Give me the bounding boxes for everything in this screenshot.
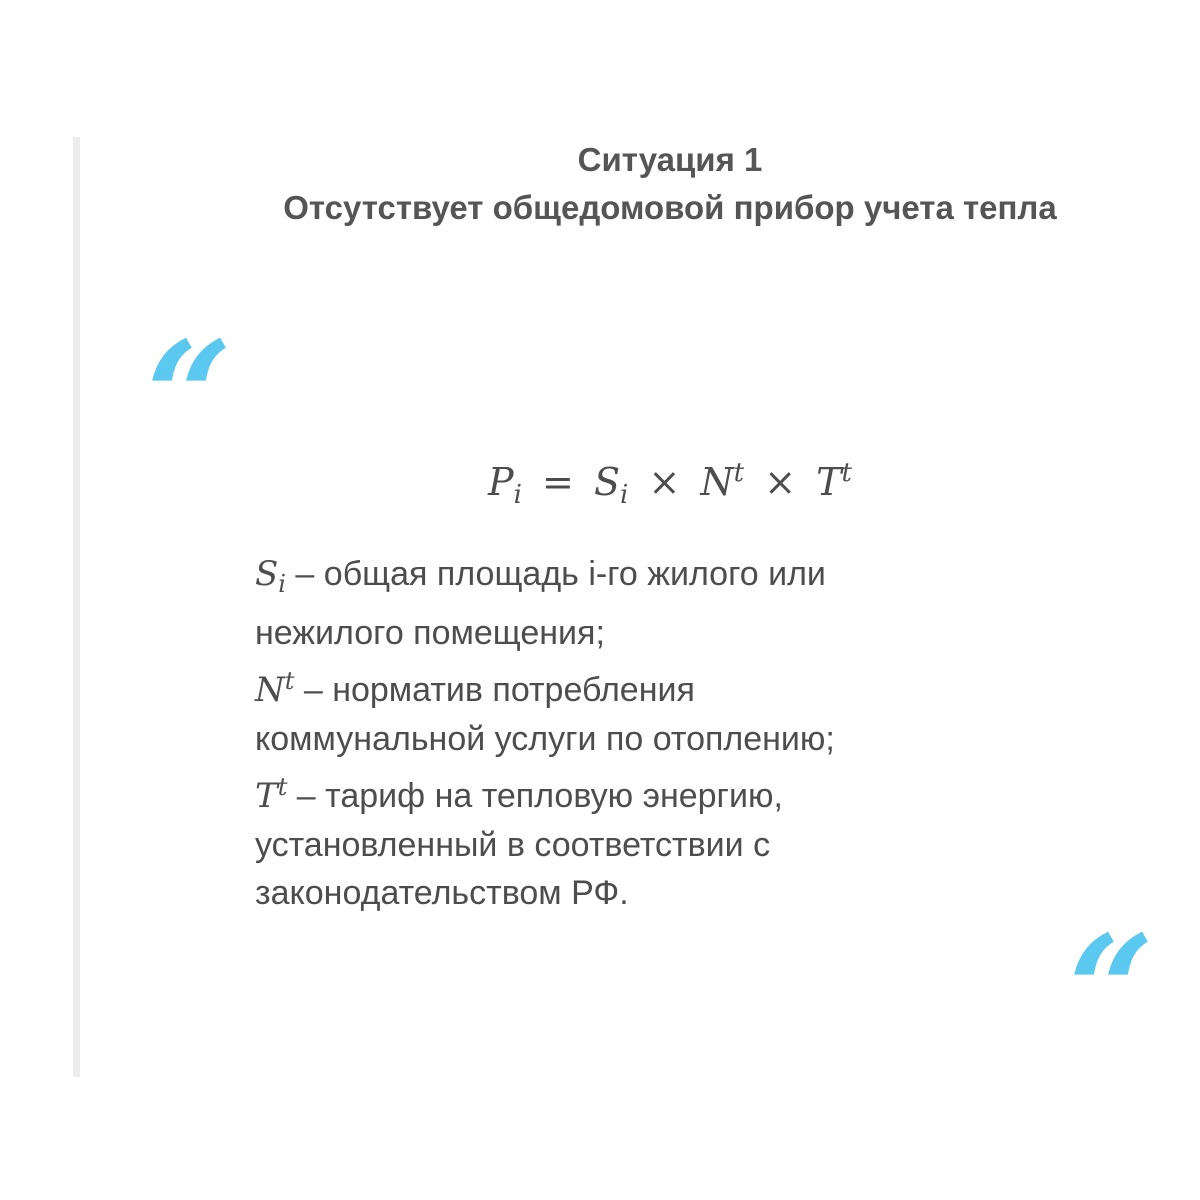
- definition-s-line-2: нежилого помещения;: [255, 613, 605, 652]
- formula-n-sup: t: [733, 458, 745, 488]
- definition-s-line-1: [255, 550, 1075, 609]
- definition-t-sup: t: [277, 773, 288, 801]
- left-accent-bar: [73, 137, 80, 1077]
- definition-n-sup: t: [284, 667, 295, 695]
- close-quote-icon: “: [1068, 903, 1155, 1079]
- heading-title: Ситуация 1: [577, 141, 763, 178]
- formula: [250, 448, 1090, 520]
- formula-t: T: [816, 460, 842, 504]
- formula-times-2: ×: [764, 460, 797, 504]
- definition-n-line-1: [255, 657, 1075, 715]
- formula-times-1: ×: [648, 460, 681, 504]
- formula-p: P: [488, 460, 514, 504]
- definition-n-text: – норматив потребления: [294, 671, 695, 709]
- open-quote-icon: “: [146, 309, 233, 485]
- formula-s: S: [593, 460, 621, 504]
- formula-n: N: [700, 460, 734, 504]
- formula-s-sub: i: [620, 480, 629, 510]
- heading-subtitle: Отсутствует общедомовой прибор учета тепла: [283, 189, 1057, 226]
- definition-t-line-1: [255, 763, 1075, 821]
- definition-s-text: – общая площадь i-го жилого или: [285, 555, 826, 593]
- formula-p-sub: i: [513, 480, 522, 510]
- definition-s-symbol: [255, 554, 286, 598]
- definition-t-symbol: [255, 773, 288, 816]
- definitions: [255, 550, 1075, 918]
- page-heading: [250, 136, 1090, 232]
- definition-t-line-3: законодательством РФ.: [255, 874, 629, 912]
- definition-s-base: S: [255, 554, 279, 594]
- definition-n-symbol: [255, 667, 295, 710]
- definition-t-line-2: установленный в соответствии с: [255, 825, 771, 864]
- definition-t-base: T: [255, 776, 278, 816]
- formula-equals: =: [542, 460, 574, 504]
- definition-n-line-2: коммунальной услуги по отоплению;: [255, 719, 835, 758]
- formula-t-sup: t: [841, 458, 852, 488]
- definition-t-text: – тариф на тепловую энергию,: [287, 777, 783, 815]
- definition-s-sub: i: [278, 570, 286, 598]
- definition-n-base: N: [255, 670, 285, 710]
